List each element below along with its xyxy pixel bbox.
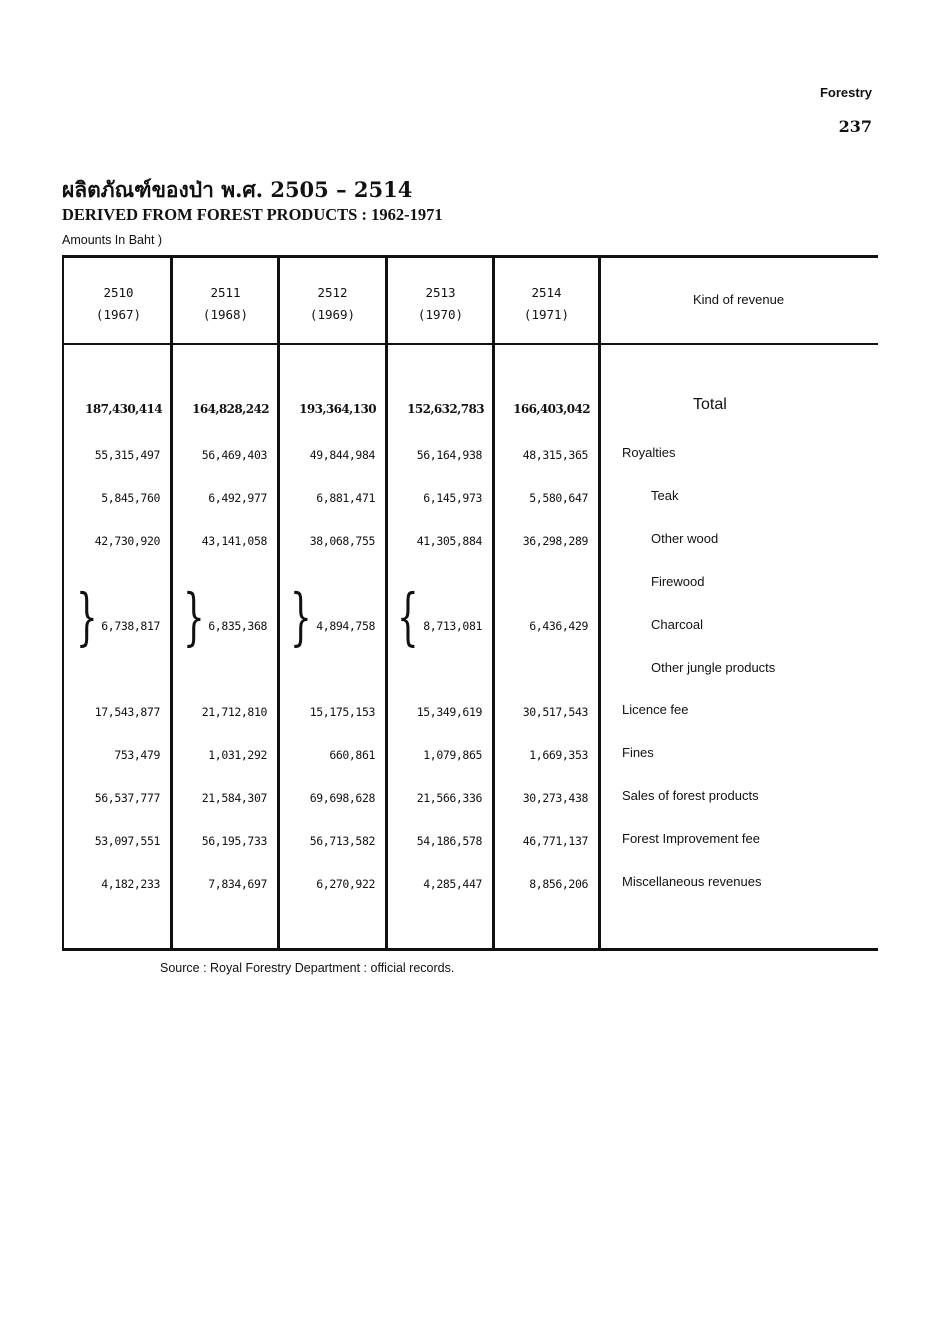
total-label: Total bbox=[693, 396, 727, 413]
row-label: Royalties bbox=[622, 445, 676, 460]
year-ce: (1970) bbox=[417, 307, 464, 322]
table-cell: 17,543,877 bbox=[94, 705, 160, 719]
table-cell: 1,031,292 bbox=[208, 748, 267, 762]
table-cell: 1,079,865 bbox=[423, 748, 482, 762]
year-ce: (1969) bbox=[309, 307, 356, 322]
table-cell: 46,771,137 bbox=[522, 834, 588, 848]
total-value: 166,403,042 bbox=[513, 402, 590, 416]
table-cell: 69,698,628 bbox=[309, 791, 375, 805]
year-header bbox=[280, 282, 385, 326]
section-title: Forestry bbox=[819, 85, 872, 100]
table-cell: 7,834,697 bbox=[208, 877, 267, 891]
total-value: 193,364,130 bbox=[299, 402, 376, 416]
year-ce: (1968) bbox=[202, 307, 249, 322]
grouped-value: 8,713,081 bbox=[423, 619, 482, 633]
table-cell: 6,492,977 bbox=[208, 491, 267, 505]
year-be: 2510 bbox=[103, 285, 134, 300]
header-rule bbox=[62, 343, 878, 345]
table-cell: 56,164,938 bbox=[416, 448, 482, 462]
total-value: 187,430,414 bbox=[85, 402, 162, 416]
table-cell: 6,270,922 bbox=[316, 877, 375, 891]
table-cell: 42,730,920 bbox=[94, 534, 160, 548]
table-cell: 49,844,984 bbox=[309, 448, 375, 462]
table-cell: 1,669,353 bbox=[529, 748, 588, 762]
table-cell: 5,845,760 bbox=[101, 491, 160, 505]
table-cell: 48,315,365 bbox=[522, 448, 588, 462]
table-cell: 36,298,289 bbox=[522, 534, 588, 548]
table-cell: 56,713,582 bbox=[309, 834, 375, 848]
year-header bbox=[66, 282, 171, 326]
page-number: 237 bbox=[838, 117, 872, 136]
row-label: Firewood bbox=[651, 574, 705, 589]
grouped-value: 6,738,817 bbox=[101, 619, 160, 633]
row-label: Other jungle products bbox=[651, 660, 776, 675]
year-header bbox=[494, 282, 599, 326]
year-header bbox=[173, 282, 278, 326]
table-cell: 4,285,447 bbox=[423, 877, 482, 891]
year-ce: (1967) bbox=[95, 307, 142, 322]
row-label: Charcoal bbox=[651, 617, 704, 632]
table-cell: 5,580,647 bbox=[529, 491, 588, 505]
row-label: Teak bbox=[651, 488, 679, 503]
table-cell: 55,315,497 bbox=[94, 448, 160, 462]
kind-of-revenue-header: Kind of revenue bbox=[693, 292, 785, 307]
table-cell: 30,517,543 bbox=[522, 705, 588, 719]
table-cell: 54,186,578 bbox=[416, 834, 482, 848]
table-cell: 38,068,755 bbox=[309, 534, 375, 548]
table-cell: 21,712,810 bbox=[201, 705, 267, 719]
total-value: 164,828,242 bbox=[192, 402, 269, 416]
year-ce: (1971) bbox=[523, 307, 570, 322]
table-bottom-rule bbox=[62, 948, 878, 951]
table-cell: 56,195,733 bbox=[201, 834, 267, 848]
year-be: 2511 bbox=[210, 285, 241, 300]
row-label: Other wood bbox=[651, 531, 719, 546]
table-top-rule bbox=[62, 255, 878, 258]
table-cell: 41,305,884 bbox=[416, 534, 482, 548]
table-cell: 6,145,973 bbox=[423, 491, 482, 505]
year-be: 2512 bbox=[317, 285, 348, 300]
table-cell: 30,273,438 bbox=[522, 791, 588, 805]
column-rule bbox=[598, 258, 601, 950]
total-value: 152,632,783 bbox=[407, 402, 484, 416]
grouped-value: 6,436,429 bbox=[529, 619, 588, 633]
table-cell: 8,856,206 bbox=[529, 877, 588, 891]
english-title: DERIVED FROM FOREST PRODUCTS : 1962-1971 bbox=[62, 205, 443, 224]
row-label: Miscellaneous revenues bbox=[622, 874, 762, 889]
brace-icon: { bbox=[397, 580, 419, 653]
row-label: Licence fee bbox=[622, 702, 689, 717]
row-label: Sales of forest products bbox=[622, 788, 759, 803]
brace-icon: } bbox=[76, 580, 98, 653]
year-be: 2514 bbox=[531, 285, 562, 300]
table-cell: 21,566,336 bbox=[416, 791, 482, 805]
year-header bbox=[388, 282, 493, 326]
table-cell: 660,861 bbox=[329, 748, 375, 762]
table-cell: 56,469,403 bbox=[201, 448, 267, 462]
table-cell: 15,349,619 bbox=[416, 705, 482, 719]
thai-title: ผลิตภัณฑ์ของป่า พ.ศ. 2505 – 2514 bbox=[62, 177, 413, 202]
grouped-value: 6,835,368 bbox=[208, 619, 267, 633]
brace-icon: } bbox=[290, 580, 312, 653]
grouped-value: 4,894,758 bbox=[316, 619, 375, 633]
table-cell: 4,182,233 bbox=[101, 877, 160, 891]
year-be: 2513 bbox=[425, 285, 456, 300]
brace-icon: } bbox=[183, 580, 205, 653]
table-cell: 53,097,551 bbox=[94, 834, 160, 848]
table-cell: 43,141,058 bbox=[201, 534, 267, 548]
units-note: Amounts In Baht ) bbox=[62, 233, 163, 247]
table-cell: 15,175,153 bbox=[309, 705, 375, 719]
row-label: Fines bbox=[622, 745, 654, 760]
table-cell: 6,881,471 bbox=[316, 491, 375, 505]
table-cell: 56,537,777 bbox=[94, 791, 160, 805]
table-cell: 753,479 bbox=[114, 748, 160, 762]
table-cell: 21,584,307 bbox=[201, 791, 267, 805]
source-note: Source : Royal Forestry Department : official records. bbox=[160, 961, 455, 975]
row-label: Forest Improvement fee bbox=[622, 831, 760, 846]
